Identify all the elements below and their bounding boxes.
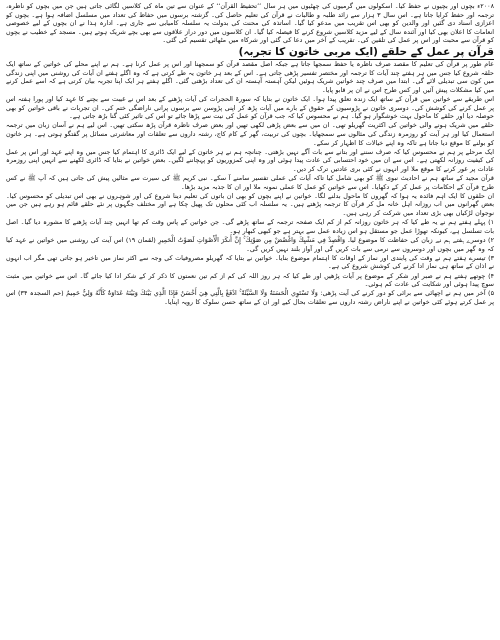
numbered-point-5: ۵) آخر میں ہم نے اچھائی سے برائی کو دور کرنے کی آیت پڑھی: وَلَا تَسْتَوِي الْحَسَنَةُ وَلَا السَّيِّئَةُ ۚ ادْفَعْ بِالَّتِي هِيَ أَحْسَنُ فَإِذَا الَّذِي بَيْنَكَ وَبَيْنَهُ عَدَاوَةٌ كَأَنَّهُ وَلِيٌّ حَمِيمٌ (حم السجدہ ۳۴) اس پر عمل کرتے ہوئے کئی خواتین نے اپنے ناراض رشتہ داروں سے تعلقات بحال کیے اور ان کے ساتھ حسن سلوک کا رویہ اپنایا۔ — [6, 289, 494, 306]
numbered-point-4: ۴) چوتھے ہفتے ہم نے صبر اور شکر کے موضوع پر آیات پڑھیں اور طے کیا کہ ہر روز اللہ کی کم از کم تین نعمتوں کا ذکر کر کے شکر ادا کیا جائے گا۔ اس سے خواتین میں مثبت سوچ پیدا ہوئی اور شکایت کی عادت کم ہوئی۔ — [6, 271, 494, 289]
body-paragraph-5: قرآن مجید کے ساتھ ہم نے احادیث نبوی ﷺ کو بھی شامل کیا تاکہ آیات کی عملی تفسیر سامنے آ سکے۔ نبی کریم ﷺ کی سیرت سے مثالیں پیش کی جاتی ہیں کہ آپ ﷺ نے کس طرح قرآن کے احکامات پر عمل کر کے دکھایا۔ اس سے خواتین کو عمل کا عملی نمونہ ملا اور ان کا جذبہ مزید بڑھا۔ — [6, 174, 494, 191]
numbered-point-3: ۳) تیسرے ہفتے ہم نے وقت کی پابندی اور نماز کے اوقات کا اہتمام موضوع بنایا۔ خواتین نے بتایا کہ گھریلو مصروفیات کی وجہ سے اکثر نماز میں تاخیر ہو جاتی تھی مگر اب انہوں نے اذان کے ساتھ ہی نماز ادا کرنے کی کوشش شروع کی ہے۔ — [6, 253, 494, 271]
body-paragraph-4: ایک مرحلے پر ہم نے محسوس کیا کہ صرف سننے اور بتانے سے بات آگے نہیں بڑھتی۔ چنانچہ ہم نے ہر خاتون کے لیے ایک ڈائری کا اہتمام کیا جس میں وہ اپنے عہد اور اس پر عمل کی کیفیت روزانہ لکھتی ہے۔ اس سے ان میں خود احتسابی کی عادت پیدا ہوئی اور وہ اپنی کمزوریوں کو پہچاننے لگیں۔ بعض خواتین نے بتایا کہ ڈائری لکھنے سے انہیں اپنی روزمرہ عادات پر غور کرنے کا موقع ملا اور انہوں نے کئی بری عادتیں ترک کر دیں۔ — [6, 147, 494, 173]
body-paragraph-6: ان حلقوں کا ایک اہم فائدہ یہ ہوا کہ گھروں کا ماحول بدلنے لگا۔ خواتین نے اپنے بچوں کو بھی ان باتوں کی تعلیم دینا شروع کی اور شوہروں نے بھی اس تبدیلی کو محسوس کیا۔ بعض گھرانوں میں اب روزانہ اہل خانہ مل کر قرآن کا ترجمہ پڑھتے ہیں۔ یہ سلسلہ اب کئی محلوں تک پھیل چکا ہے اور مختلف جگہوں پر نئے حلقے قائم ہو رہے ہیں جن میں نوجوان لڑکیاں بھی بڑی تعداد میں شرکت کر رہی ہیں۔ — [6, 191, 494, 218]
numbered-point-1: ۱) پہلے ہفتے ہم نے یہ طے کیا کہ ہر خاتون روزانہ کم از کم ایک صفحہ ترجمہ کے ساتھ پڑھے گی۔ جن خواتین کے پاس وقت کم تھا انہیں چند آیات پڑھنے کا مشورہ دیا گیا۔ اصل بات تسلسل ہے، کیونکہ تھوڑا عمل جو مستقل ہو اس زیادہ عمل سے بہتر ہے جو کبھی کبھار ہو۔ — [6, 218, 494, 235]
numbered-point-2: ۲) دوسرے ہفتے ہم نے زبان کی حفاظت کا موضوع لیا۔ وَاقْصِدْ فِي مَشْيِكَ وَاغْضُضْ مِن صَوْتِكَ ۚ إِنَّ أَنكَرَ الْأَصْوَاتِ لَصَوْتُ الْحَمِيرِ (لقمان ۱۹) اس آیت کی روشنی میں خواتین نے عہد کیا کہ وہ گھر میں بچوں اور دوسروں سے نرمی سے بات کریں گی اور آواز بلند نہیں کریں گی۔ — [6, 236, 494, 253]
body-paragraph-2: اس طریقے سے خواتین میں قرآن کے ساتھ ایک زندہ تعلق پیدا ہوا۔ ایک خاتون نے بتایا کہ سورۃ الحجرات کی آیات پڑھنے کے بعد اس نے غیبت سے بچنے کا عہد کیا اور پورا ہفتہ اس پر عمل کرنے کی کوشش کی۔ دوسری خاتون نے پڑوسیوں کے حقوق کے بارے میں آیات پڑھ کر اپنی پڑوسن سے برسوں پرانی ناراضگی ختم کی۔ ان تجربات نے باقی خواتین کو بھی حوصلہ دیا اور حلقے کا ماحول بہت خوشگوار ہو گیا۔ ہم نے محسوس کیا کہ جب قرآن کو عمل کی نیت سے پڑھا جائے تو اس کی تاثیر کئی گنا بڑھ جاتی ہے۔ — [6, 94, 494, 121]
body-paragraph-1: عام طور پر قرآن کی تعلیم کا مقصد صرف ناظرہ یا حفظ سمجھا جاتا ہے جبکہ اصل مقصد قرآن کو سمجھنا اور اس پر عمل کرنا ہے۔ ہم نے اپنے محلے کی خواتین کے ساتھ ایک حلقہ شروع کیا جس میں ہر ہفتے چند آیات کا ترجمہ اور مختصر تفسیر پڑھی جاتی ہے۔ اس کے بعد ہر خاتون یہ طے کرتی ہے کہ وہ اگلے ہفتے ان آیات کی روشنی میں اپنی زندگی میں کون سی تبدیلی لائے گی۔ ابتدا میں صرف چند خواتین شریک ہوئیں لیکن آہستہ آہستہ ان کی تعداد بڑھتی گئی۔ اگلے ہفتے ہر ایک اپنا تجربہ بیان کرتی ہے کہ اسے عمل کرنے میں کیا مشکلات پیش آئیں اور کس طرح اس نے ان پر قابو پایا۔ — [6, 59, 494, 94]
section-heading-text: قرآن پر عمل کے حلقے (ایک مربی خاتون کا تجربہ) — [238, 45, 494, 58]
document-page — [6, 2, 494, 638]
intro-paragraph: ۲۰۰۸ء بچوں اور بچیوں نے حفظ کیا۔ اسکولوں میں گرمیوں کی چھٹیوں میں ہر سال ’’تحفیظ القرآن‘‘ کے عنوان سے تین ماہ کی کلاسیں لگائی جاتی ہیں جن میں بچوں کو ناظرہ، ترجمہ اور حفظ کرایا جاتا ہے۔ اس سال ۳ ہزار سے زائد طلبہ و طالبات نے قرآن کی تعلیم حاصل کی۔ گزشتہ برسوں میں حفاظ کی تعداد میں مسلسل اضافہ ہوا ہے۔ بچوں کو اعزازی اسناد دی گئیں اور والدین کو بھی اس تقریب میں مدعو کیا گیا۔ اساتذہ کی محنت کی بدولت یہ سلسلہ کامیابی سے جاری ہے۔ ادارہ ہذا نے ان بچوں کے لیے خصوصی انعامات کا اعلان بھی کیا اور آئندہ سال کے لیے مزید کلاسیں شروع کرنے کا فیصلہ کیا گیا۔ ان کلاسوں میں دور دراز علاقوں سے بھی بچے شریک ہوتے ہیں۔ مسجد کے خطیب نے بچوں کو قرآن سے محبت اور اس پر عمل کی تلقین کی۔ تقریب کے آخر میں دعا کی گئی اور شرکاء میں مٹھائی تقسیم کی گئی۔ — [6, 2, 494, 45]
body-paragraph-3: حلقے میں شریک ہونے والی خواتین کی اکثریت گھریلو تھی۔ ان میں سے بعض پڑھی لکھی تھیں اور بعض صرف ناظرہ قرآن پڑھ سکتی تھیں۔ اس لیے ہم نے آسان زبان میں ترجمہ استعمال کیا اور ہر آیت کو روزمرہ زندگی کی مثالوں سے سمجھایا۔ بچوں کی تربیت، گھر کے کام کاج، رشتہ داروں سے تعلقات اور معاشرتی مسائل پر گفتگو ہوتی ہے۔ ہر خاتون کو بولنے کا موقع دیا جاتا ہے تاکہ وہ اپنے خیالات کا اظہار کر سکے۔ — [6, 121, 494, 147]
section-heading — [6, 46, 494, 58]
